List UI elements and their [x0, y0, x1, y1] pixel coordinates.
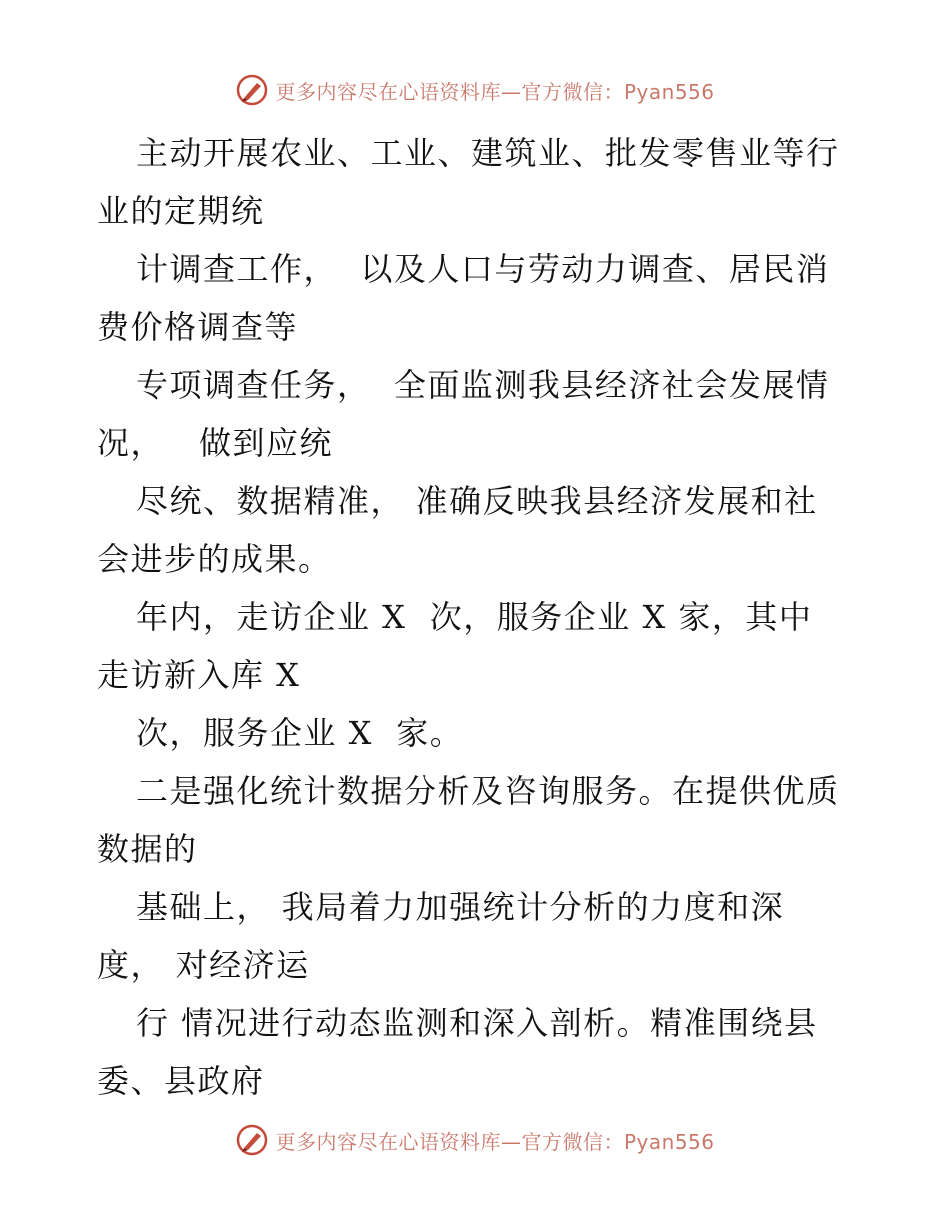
footer-wechat-account: Pyan556	[623, 1129, 715, 1154]
paragraph-line: 次，服务企业 X 家。	[136, 714, 464, 752]
paragraph-line: 年内，走访企业 X 次，服务企业 X 家，其中	[136, 598, 813, 636]
paragraph-line: 行 情况进行动态监测和深入剖析。精准围绕县	[136, 1004, 818, 1042]
header-watermark	[0, 70, 950, 110]
paragraph-line: 委、县政府	[97, 1062, 265, 1100]
paragraph-line: 数据的	[97, 830, 198, 868]
paragraph-line: 基础上， 我局着力加强统计分析的力度和深	[136, 888, 785, 926]
pen-logo-icon	[235, 73, 269, 107]
footer-watermark	[0, 1120, 950, 1160]
document-body	[97, 124, 857, 1110]
footer-brand-text: 更多内容尽在心语资料库—官方微信：Pyan556	[275, 1129, 715, 1154]
paragraph-line: 会进步的成果。	[97, 540, 332, 578]
paragraph-line: 尽统、数据精准， 准确反映我县经济发展和社	[136, 482, 818, 520]
header-wechat-account: Pyan556	[623, 79, 715, 104]
paragraph-line: 主动开展农业、工业、建筑业、批发零售业等行	[136, 134, 840, 172]
paragraph-line: 二是强化统计数据分析及咨询服务。在提供优质	[136, 772, 840, 810]
pen-logo-icon	[235, 1123, 269, 1157]
paragraph-line: 度， 对经济运	[97, 946, 310, 984]
paragraph-line: 况， 做到应统	[97, 424, 334, 462]
header-brand-text: 更多内容尽在心语资料库—官方微信：Pyan556	[275, 79, 715, 104]
paragraph-line: 业的定期统	[97, 192, 265, 230]
paragraph-line: 专项调查任务， 全面监测我县经济社会发展情	[136, 366, 830, 404]
paragraph-line: 走访新入库 X	[97, 656, 301, 694]
paragraph-line: 计调查工作， 以及人口与劳动力调查、居民消	[136, 250, 830, 288]
paragraph-line: 费价格调查等	[97, 308, 299, 346]
